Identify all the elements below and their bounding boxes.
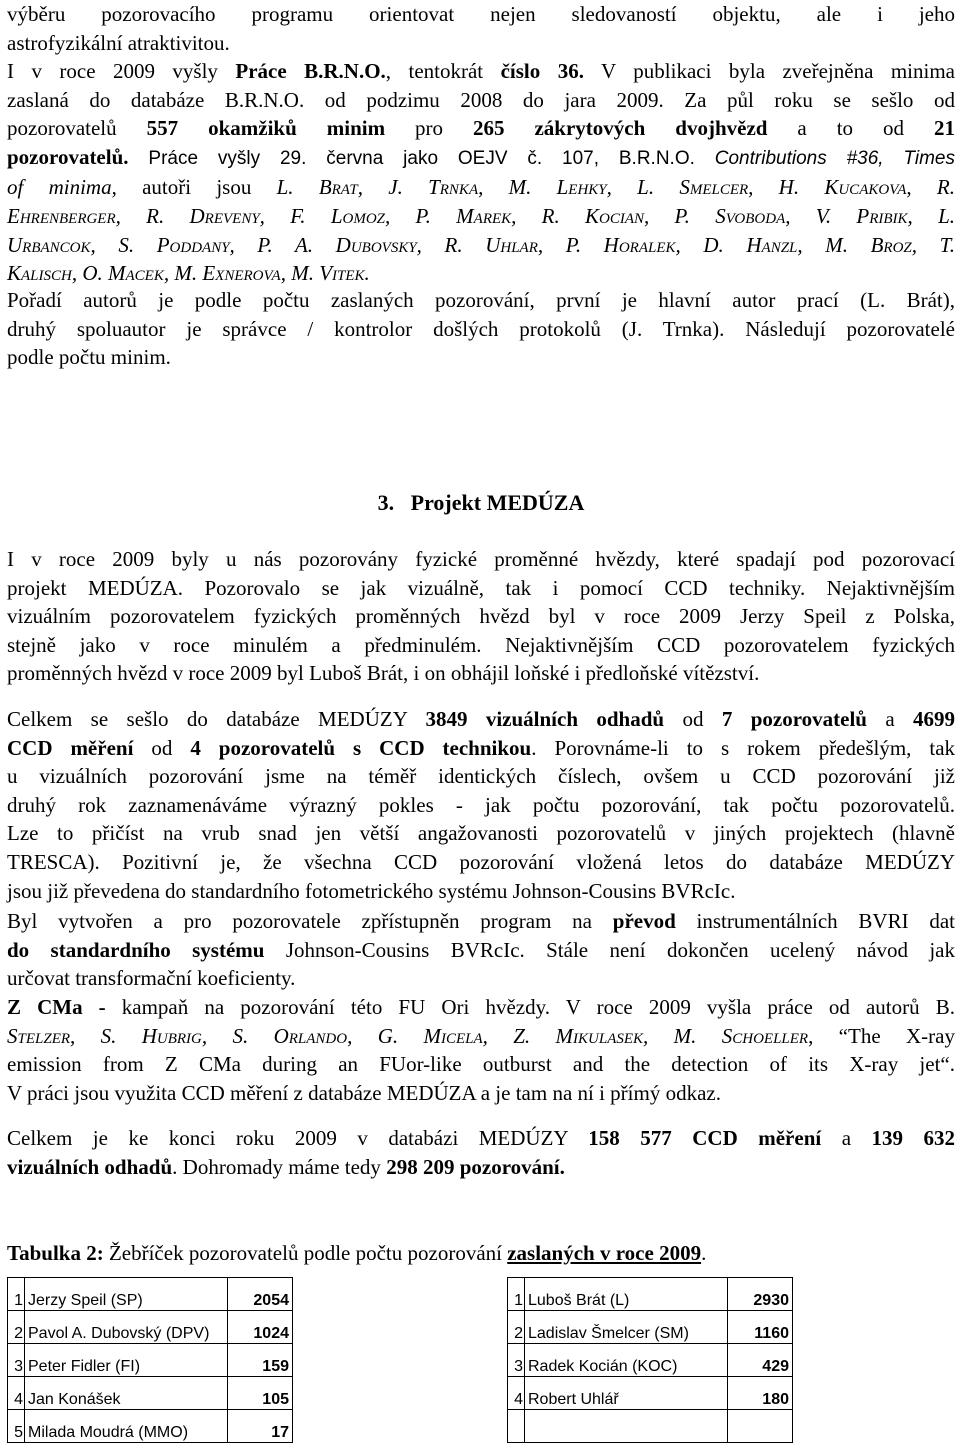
text-line: určovat transformační koeficienty. (7, 966, 296, 991)
value-cell: 105 (228, 1377, 293, 1410)
name-cell: Luboš Brát (L) (525, 1278, 728, 1311)
text-line: Celkem je ke konci roku 2009 v databázi MEDÚZY 158 577 CCD měření a 139 632 (7, 1126, 955, 1150)
text-line: druhý rok zaznamenáváme výrazný pokles - jak počtu pozorování, tak počtu pozorovatelů. (7, 792, 955, 817)
text-line: astrofyzikální atraktivitou. (7, 30, 230, 55)
ranking-table-ccd (507, 1277, 793, 1443)
text-line: I v roce 2009 byly u nás pozorovány fyzické proměnné hvězdy, které spadají pod pozorovací (7, 547, 955, 571)
name-cell: Peter Fidler (FI) (25, 1344, 228, 1377)
table-row (8, 1311, 293, 1344)
text-line: pozorovatelů. Práce vyšly 29. června jako OEJV č. 107, B.R.N.O. Contributions #36, Times (7, 144, 955, 169)
text-line: Z CMa - kampaň na pozorování této FU Ori hvězdy. V roce 2009 vyšla práce od autorů B. (7, 995, 955, 1019)
rank-cell: 1 (508, 1278, 525, 1311)
text-line: I v roce 2009 vyšly Práce B.R.N.O., tentokrát číslo 36. V publikaci byla zveřejněna minima (7, 59, 956, 83)
text-line: projekt MEDÚZA. Pozorovalo se jak vizuálně, tak i pomocí CCD techniky. Nejaktivnějším (7, 575, 955, 600)
paragraph-totals (7, 1124, 955, 1181)
text-line: Celkem se sešlo do databáze MEDÚZY 3849 vizuálních odhadů od 7 pozorovatelů a 4699 (7, 707, 956, 731)
text-line: Pořadí autorů je podle počtu zaslaných pozorování, první je hlavní autor prací (L. Brát), (7, 288, 955, 312)
paragraph-meduza-stats (7, 705, 955, 905)
value-cell: 429 (728, 1344, 793, 1377)
table-row (8, 1410, 293, 1443)
name-cell: Ladislav Šmelcer (SM) (525, 1311, 728, 1344)
text-line: výběru pozorovacího programu orientovat nejen sledovaností objektu, ale i jeho (7, 2, 955, 26)
paragraph-intro (7, 0, 955, 57)
name-cell: Milada Moudrá (MMO) (25, 1410, 228, 1443)
text-line: CCD měření od 4 pozorovatelů s CCD technikou. Porovnáme-li to s rokem předešlým, tak (7, 735, 956, 760)
table-row (8, 1344, 293, 1377)
value-cell: 180 (728, 1377, 793, 1410)
value-cell: 2054 (228, 1278, 293, 1311)
text-line: proměnných hvězd v roce 2009 byl Luboš Brát, i on obhájil loňské i předloňské vítězství. (7, 661, 760, 686)
paragraph-brno (7, 57, 955, 288)
rank-cell (508, 1410, 525, 1443)
text-line: u vizuálních pozorování jsme na téměř identických číslech, ovšem u CCD pozorování již (7, 764, 955, 789)
paragraph-zcma (7, 993, 955, 1107)
text-line: pozorovatelů 557 okamžiků minim pro 265 zákrytových dvojhvězd a to od 21 (7, 116, 955, 141)
value-cell: 159 (228, 1344, 293, 1377)
text-line: Stelzer, S. Hubrig, S. Orlando, G. Micela, Z. Mikulasek, M. Schoeller, “The X-ray (7, 1023, 955, 1048)
paragraph-meduza-intro (7, 545, 955, 688)
table-row (8, 1278, 293, 1311)
text-line: druhý spoluautor je správce / kontrolor došlých protokolů (J. Trnka). Následují pozorovatelé (7, 316, 955, 341)
text-line: Urbancok, S. Poddany, P. A. Dubovsky, R. Uhlar, P. Horalek, D. Hanzl, M. Broz, T. (7, 232, 955, 257)
section-heading: 3. Projekt MEDÚZA (377, 490, 585, 515)
name-cell: Jan Konášek (25, 1377, 228, 1410)
text-line: Ehrenberger, R. Dreveny, F. Lomoz, P. Marek, R. Kocian, P. Svoboda, V. Pribik, L. (7, 203, 955, 228)
value-cell (728, 1410, 793, 1443)
value-cell: 2930 (728, 1278, 793, 1311)
table-row (508, 1311, 793, 1344)
name-cell: Jerzy Speil (SP) (25, 1278, 228, 1311)
table-row (508, 1344, 793, 1377)
rank-cell: 4 (508, 1377, 525, 1410)
table-row (508, 1410, 793, 1443)
name-cell: Radek Kocián (KOC) (525, 1344, 728, 1377)
name-cell: Robert Uhlář (525, 1377, 728, 1410)
paragraph-authors-order (7, 286, 955, 372)
table-caption: Tabulka 2: Žebříček pozorovatelů podle počtu pozorování zaslaných v roce 2009. (7, 1241, 707, 1265)
text-line: emission from Z CMa during an FUor-like outburst and the detection of its X-ray jet“. (7, 1052, 955, 1077)
text-line: V práci jsou využita CCD měření z databáze MEDÚZA a je tam na ní i přímý odkaz. (7, 1080, 721, 1105)
table-row (508, 1278, 793, 1311)
text-line: TRESCA). Pozitivní je, že všechna CCD pozorování vložená letos do databáze MEDÚZY (7, 849, 955, 874)
name-cell (525, 1410, 728, 1443)
text-line: Kalisch, O. Macek, M. Exnerova, M. Vitek. (7, 261, 370, 286)
text-line: do standardního systému Johnson-Cousins BVRcIc. Stále není dokončen ucelený návod jak (7, 937, 955, 962)
text-line: vizuálním pozorovatelem fyzických proměnných hvězd byl v roce 2009 Jerzy Speil z Polska, (7, 604, 955, 629)
text-line: Lze to přičíst na vrub snad jen větší angažovanosti pozorovatelů v jiných projektech (hlavně (7, 821, 955, 846)
text-line: podle počtu minim. (7, 345, 171, 370)
ranking-table-visual (7, 1277, 293, 1443)
table-row (8, 1377, 293, 1410)
value-cell: 1024 (228, 1311, 293, 1344)
paragraph-transform (7, 907, 955, 993)
rank-cell: 2 (508, 1311, 525, 1344)
rank-cell: 3 (8, 1344, 25, 1377)
text-line: stejně jako v roce minulém a předminulém. Nejaktivnějším CCD pozorovatelem fyzických (7, 632, 955, 657)
text-line: of minima, autoři jsou L. Brat, J. Trnka, M. Lehky, L. Smelcer, H. Kucakova, R. (7, 175, 955, 200)
rank-cell: 4 (8, 1377, 25, 1410)
rank-cell: 3 (508, 1344, 525, 1377)
table-row (508, 1377, 793, 1410)
text-line: jsou již převedena do standardního fotometrického systému Johnson-Cousins BVRcIc. (7, 878, 736, 903)
name-cell: Pavol A. Dubovský (DPV) (25, 1311, 228, 1344)
text-line: zaslaná do databáze B.R.N.O. od podzimu 2008 do jara 2009. Za půl roku se sešlo od (7, 87, 955, 112)
rank-cell: 2 (8, 1311, 25, 1344)
text-line: Byl vytvořen a pro pozorovatele zpřístupněn program na převod instrumentálních BVRI dat (7, 909, 956, 933)
value-cell: 1160 (728, 1311, 793, 1344)
value-cell: 17 (228, 1410, 293, 1443)
text-line: vizuálních odhadů. Dohromady máme tedy 298 209 pozorování. (7, 1154, 565, 1179)
rank-cell: 5 (8, 1410, 25, 1443)
rank-cell: 1 (8, 1278, 25, 1311)
